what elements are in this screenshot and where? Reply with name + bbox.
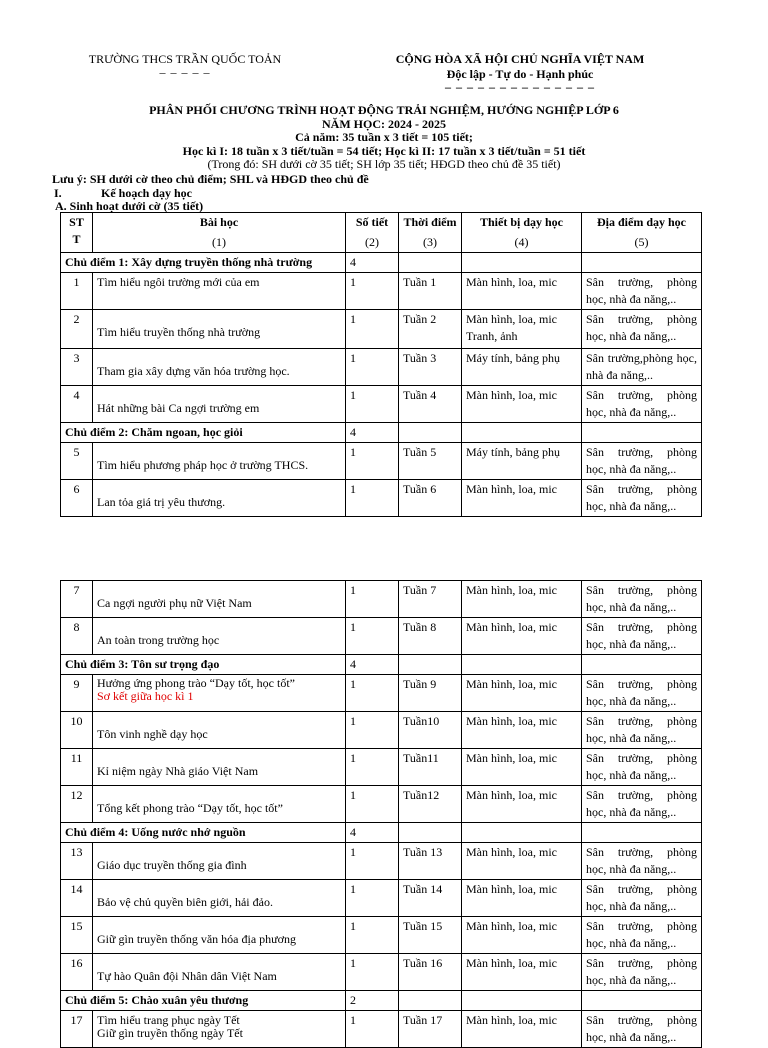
row-lesson: Tổng kết phong trào “Dạy tốt, học tốt” <box>93 786 346 823</box>
row-periods: 1 <box>346 749 399 786</box>
row-equipment: Màn hình, loa, mic <box>462 273 582 310</box>
theme-periods: 2 <box>346 991 399 1011</box>
row-periods: 1 <box>346 880 399 917</box>
row-equipment: Màn hình, loa, mic <box>462 843 582 880</box>
header-equipment: Thiết bị dạy học (4) <box>462 213 582 253</box>
row-place: Sân trường, phòng học, nhà đa năng,.. <box>582 786 702 823</box>
row-periods: 1 <box>346 443 399 480</box>
motto: Độc lập - Tự do - Hạnh phúc <box>446 67 594 81</box>
table-row <box>61 349 702 386</box>
row-place: Sân trường, phòng học, nhà đa năng,.. <box>582 273 702 310</box>
title-line-4: Học kì I: 18 tuần x 3 tiết/tuần = 54 tiết; Học kì II: 17 tuần x 3 tiết/tuần = 51 tiết <box>182 143 586 158</box>
row-stt: 17 <box>61 1011 93 1048</box>
row-place: Sân trường, phòng học, nhà đa năng,.. <box>582 749 702 786</box>
row-stt: 8 <box>61 618 93 655</box>
theme-row <box>61 655 702 675</box>
row-place: Sân trường, phòng học, nhà đa năng,.. <box>582 843 702 880</box>
table-row <box>61 749 702 786</box>
table-row <box>61 443 702 480</box>
row-place: Sân trường, phòng học, nhà đa năng,.. <box>582 954 702 991</box>
row-time: Tuần 7 <box>399 581 462 618</box>
row-equipment: Màn hình, loa, mic <box>462 618 582 655</box>
theme-label: Chủ điểm 3: Tôn sư trọng đạo <box>61 655 346 675</box>
row-place: Sân trường, phòng học, nhà đa năng,.. <box>582 1011 702 1048</box>
row-periods: 1 <box>346 581 399 618</box>
theme-label: Chủ điểm 1: Xây dựng truyền thống nhà trường <box>61 253 346 273</box>
row-place: Sân trường, phòng học, nhà đa năng,.. <box>582 712 702 749</box>
row-time: Tuần11 <box>399 749 462 786</box>
row-stt: 5 <box>61 443 93 480</box>
row-stt: 11 <box>61 749 93 786</box>
subsection-heading: A. Sinh hoạt dưới cờ (35 tiết) <box>55 199 204 213</box>
row-periods: 1 <box>346 618 399 655</box>
republic-name: CỘNG HÒA XÃ HỘI CHỦ NGHĨA VIỆT NAM <box>395 52 645 66</box>
table-header-row <box>61 213 702 253</box>
row-time: Tuần10 <box>399 712 462 749</box>
title-line-1: PHÂN PHỐI CHƯƠNG TRÌNH HOẠT ĐỘNG TRẢI NGHIỆM, HƯỚNG NGHIỆP LỚP 6 <box>149 103 619 117</box>
section-title: Kế hoạch dạy học <box>101 185 193 200</box>
header-periods: Số tiết (2) <box>346 213 399 253</box>
table-row <box>61 917 702 954</box>
row-place: Sân trường, phòng học, nhà đa năng,.. <box>582 443 702 480</box>
notes <box>52 173 369 214</box>
school-divider: – – – – – <box>159 65 211 79</box>
row-place: Sân trường, phòng học, nhà đa năng,.. <box>582 675 702 712</box>
row-equipment: Màn hình, loa, mic <box>462 954 582 991</box>
section-number: I. <box>54 185 62 200</box>
table-row <box>61 675 702 712</box>
row-time: Tuần 9 <box>399 675 462 712</box>
row-equipment: Màn hình, loa, mic <box>462 786 582 823</box>
header-place: Địa điểm dạy học (5) <box>582 213 702 253</box>
row-stt: 2 <box>61 310 93 349</box>
row-equipment: Màn hình, loa, mic <box>462 749 582 786</box>
title-line-3: Cả năm: 35 tuần x 3 tiết = 105 tiết; <box>295 130 473 144</box>
table-row <box>61 843 702 880</box>
row-periods: 1 <box>346 917 399 954</box>
row-periods: 1 <box>346 954 399 991</box>
row-stt: 10 <box>61 712 93 749</box>
row-lesson: Tìm hiểu phương pháp học ở trường THCS. <box>93 443 346 480</box>
header-stt: ST T <box>61 213 93 253</box>
title-line-5: (Trong đó: SH dưới cờ 35 tiết; SH lớp 35 tiết; HĐGD theo chủ đề 35 tiết) <box>207 157 561 171</box>
row-place: Sân trường, phòng học, nhà đa năng,.. <box>582 917 702 954</box>
row-lesson: Bảo vệ chủ quyền biên giới, hải đảo. <box>93 880 346 917</box>
row-lesson: Tự hào Quân đội Nhân dân Việt Nam <box>93 954 346 991</box>
row-equipment: Màn hình, loa, mic <box>462 675 582 712</box>
table-row <box>61 954 702 991</box>
theme-periods: 4 <box>346 253 399 273</box>
table-row <box>61 712 702 749</box>
row-periods: 1 <box>346 786 399 823</box>
row-periods: 1 <box>346 349 399 386</box>
table-row <box>61 880 702 917</box>
row-stt: 7 <box>61 581 93 618</box>
row-lesson: Giữ gìn truyền thống văn hóa địa phương <box>93 917 346 954</box>
table-row <box>61 581 702 618</box>
row-stt: 3 <box>61 349 93 386</box>
row-equipment: Máy tính, bảng phụ <box>462 349 582 386</box>
schedule-table-page-2 <box>60 580 702 1048</box>
row-stt: 9 <box>61 675 93 712</box>
row-stt: 14 <box>61 880 93 917</box>
row-time: Tuần 4 <box>399 386 462 423</box>
row-periods: 1 <box>346 843 399 880</box>
theme-periods: 4 <box>346 823 399 843</box>
table-row <box>61 480 702 517</box>
row-time: Tuần12 <box>399 786 462 823</box>
theme-label: Chủ điểm 4: Uống nước nhớ nguồn <box>61 823 346 843</box>
row-periods: 1 <box>346 1011 399 1048</box>
row-lesson: Tìm hiểu ngôi trường mới của em <box>93 273 346 310</box>
table-row <box>61 1011 702 1048</box>
row-equipment: Màn hình, loa, mic <box>462 880 582 917</box>
row-stt: 4 <box>61 386 93 423</box>
theme-row <box>61 991 702 1011</box>
row-stt: 15 <box>61 917 93 954</box>
row-lesson: Tham gia xây dựng văn hóa trường học. <box>93 349 346 386</box>
row-periods: 1 <box>346 480 399 517</box>
row-time: Tuần 15 <box>399 917 462 954</box>
theme-periods: 4 <box>346 655 399 675</box>
row-time: Tuần 6 <box>399 480 462 517</box>
theme-label: Chủ điểm 5: Chào xuân yêu thương <box>61 991 346 1011</box>
row-place: Sân trường, phòng học, nhà đa năng,.. <box>582 386 702 423</box>
row-lesson: Kỉ niệm ngày Nhà giáo Việt Nam <box>93 749 346 786</box>
row-equipment: Màn hình, loa, mic Tranh, ảnh <box>462 310 582 349</box>
table-row <box>61 618 702 655</box>
header-lesson: Bài học (1) <box>93 213 346 253</box>
theme-row <box>61 253 702 273</box>
row-place: Sân trường, phòng học, nhà đa năng,.. <box>582 480 702 517</box>
row-time: Tuần 5 <box>399 443 462 480</box>
row-place: Sân trường, phòng học, nhà đa năng,.. <box>582 880 702 917</box>
row-time: Tuần 13 <box>399 843 462 880</box>
midterm-note: Sơ kết giữa học kì 1 <box>97 689 194 703</box>
row-equipment: Màn hình, loa, mic <box>462 480 582 517</box>
row-lesson: Tôn vinh nghề dạy học <box>93 712 346 749</box>
row-stt: 6 <box>61 480 93 517</box>
row-stt: 16 <box>61 954 93 991</box>
row-lesson: Lan tỏa giá trị yêu thương. <box>93 480 346 517</box>
row-time: Tuần 16 <box>399 954 462 991</box>
row-stt: 13 <box>61 843 93 880</box>
note-line: Lưu ý: SH dưới cờ theo chủ điểm; SHL và HĐGD theo chủ đề <box>52 172 369 186</box>
row-equipment: Màn hình, loa, mic <box>462 917 582 954</box>
theme-row <box>61 423 702 443</box>
row-stt: 1 <box>61 273 93 310</box>
row-place: Sân trường, phòng học, nhà đa năng,.. <box>582 581 702 618</box>
row-equipment: Màn hình, loa, mic <box>462 712 582 749</box>
schedule-table-page-1 <box>60 212 702 517</box>
row-equipment: Máy tính, bảng phụ <box>462 443 582 480</box>
row-lesson: Tìm hiểu trang phục ngày Tết Giữ gìn truyền thống ngày Tết <box>93 1011 346 1048</box>
row-place: Sân trường, phòng học, nhà đa năng,.. <box>582 618 702 655</box>
row-time: Tuần 8 <box>399 618 462 655</box>
row-lesson: Tìm hiểu truyền thống nhà trường <box>93 310 346 349</box>
row-lesson: Giáo dục truyền thống gia đình <box>93 843 346 880</box>
row-time: Tuần 17 <box>399 1011 462 1048</box>
row-lesson: Ca ngợi người phụ nữ Việt Nam <box>93 581 346 618</box>
document-title <box>0 104 768 172</box>
row-place: Sân trường, phòng học, nhà đa năng,.. <box>582 310 702 349</box>
motto-divider: – – – – – – – – – – – – – – <box>445 80 595 94</box>
theme-row <box>61 823 702 843</box>
title-line-2: NĂM HỌC: 2024 - 2025 <box>322 116 446 131</box>
republic-header <box>370 52 670 92</box>
table-row <box>61 310 702 349</box>
row-time: Tuần 3 <box>399 349 462 386</box>
row-time: Tuần 14 <box>399 880 462 917</box>
row-periods: 1 <box>346 675 399 712</box>
row-periods: 1 <box>346 712 399 749</box>
row-stt: 12 <box>61 786 93 823</box>
row-periods: 1 <box>346 386 399 423</box>
row-periods: 1 <box>346 273 399 310</box>
row-equipment: Màn hình, loa, mic <box>462 386 582 423</box>
row-equipment: Màn hình, loa, mic <box>462 581 582 618</box>
table-row <box>61 786 702 823</box>
row-time: Tuần 1 <box>399 273 462 310</box>
table-row <box>61 273 702 310</box>
row-lesson: An toàn trong trường học <box>93 618 346 655</box>
row-time: Tuần 2 <box>399 310 462 349</box>
row-place: Sân trường,phòng học, nhà đa năng,.. <box>582 349 702 386</box>
row-equipment: Màn hình, loa, mic <box>462 1011 582 1048</box>
school-name: TRƯỜNG THCS TRẦN QUỐC TOẢN <box>88 52 282 66</box>
header-time: Thời điểm (3) <box>399 213 462 253</box>
section-heading <box>52 187 369 201</box>
theme-label: Chủ điểm 2: Chăm ngoan, học giỏi <box>61 423 346 443</box>
row-lesson: Hưởng ứng phong trào “Dạy tốt, học tốt” Sơ kết giữa học kì 1 <box>93 675 346 712</box>
row-periods: 1 <box>346 310 399 349</box>
theme-periods: 4 <box>346 423 399 443</box>
row-lesson: Hát những bài Ca ngợi trường em <box>93 386 346 423</box>
table-row <box>61 386 702 423</box>
school-header <box>60 52 310 77</box>
